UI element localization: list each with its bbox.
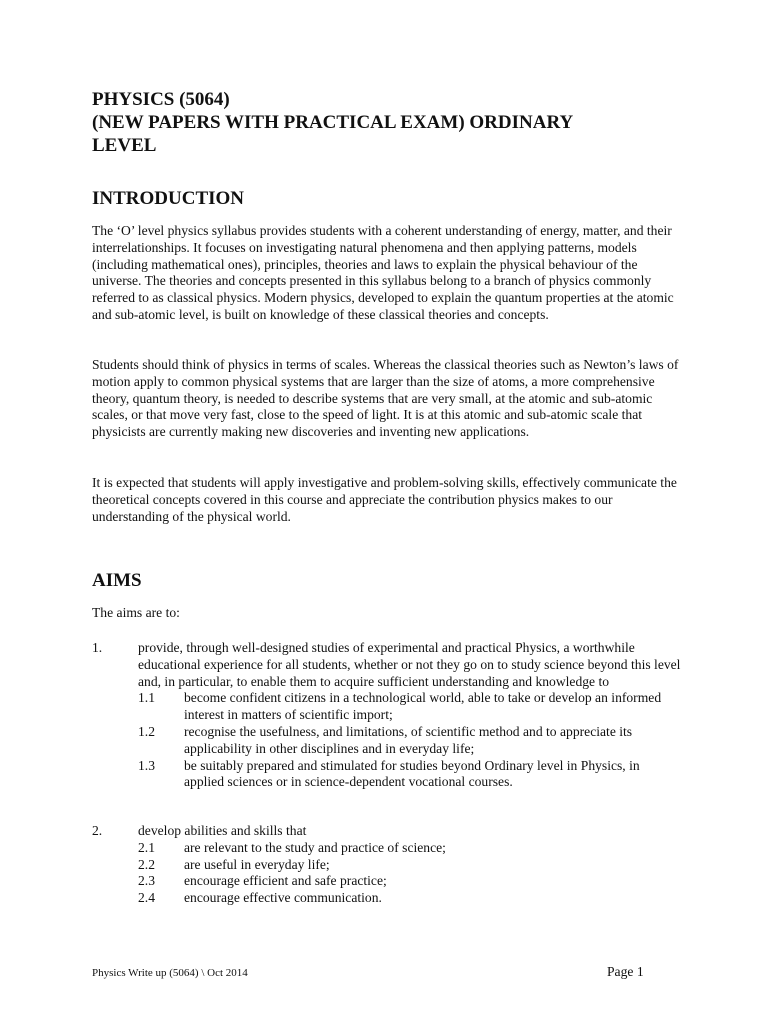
aims-intro: The aims are to: (92, 605, 180, 620)
aims-subitem-number: 1.3 (138, 757, 155, 773)
aims-item-number: 2. (92, 823, 103, 838)
aims-subitem-number: 2.3 (138, 873, 155, 889)
footer-page-number: Page 1 (607, 964, 644, 979)
footer-document-label: Physics Write up (5064) \ Oct 2014 (92, 967, 248, 979)
aims-subitem (138, 857, 683, 874)
aims-subitem-text: encourage efficient and safe practice; (184, 873, 387, 889)
aims-subitem-number: 1.2 (138, 723, 155, 739)
intro-paragraph-2: Students should think of physics in terms of scales. Whereas the classical theories such as Newton’s laws of motion apply to common physical systems that are larger than the size of atoms, a more comprehensive theory, quantum theory, is needed to describe systems that are very small, at the atomic and sub-atomic scales, or that move very fast, close to the speed of light. It is at this atomic and sub-atomic scale that physicists are currently making new discoveries and inventing new applications. (92, 357, 679, 440)
title-line-3: LEVEL (92, 135, 157, 156)
introduction-heading: INTRODUCTION (92, 188, 245, 209)
aims-subitem (138, 690, 683, 724)
aims-subitem (138, 890, 683, 907)
aims-subitem (138, 758, 683, 792)
aims-heading: AIMS (92, 570, 142, 591)
aims-subitem-text: are useful in everyday life; (184, 856, 330, 872)
aims-subitem (138, 873, 683, 890)
aims-item-text: develop abilities and skills that (138, 823, 307, 838)
aims-subitem-text: recognise the usefulness, and limitations, of scientific method and to appreciate its applicability in other disciplines and in everyday life; (184, 723, 633, 756)
aims-item-text: provide, through well-designed studies of experimental and practical Physics, a worthwhile educational experience for all students, whether or not they go on to study science beyond this level and, in particular, to enable them to acquire sufficient understanding and knowledge to (138, 640, 681, 689)
document-title (92, 88, 692, 157)
aims-subitem-number: 2.4 (138, 890, 155, 906)
aims-item-1 (92, 640, 692, 791)
aims-subitem (138, 724, 683, 758)
aims-subitem-text: become confident citizens in a technological world, able to take or develop an informed interest in matters of scientific import; (184, 690, 662, 723)
aims-subitem-text: encourage effective communication. (184, 890, 382, 906)
aims-subitem-number: 1.1 (138, 690, 155, 706)
aims-subitem-number: 2.1 (138, 839, 155, 855)
aims-item-2 (92, 823, 692, 907)
aims-subitem-text: are relevant to the study and practice of science; (184, 839, 446, 855)
aims-subitem-text: be suitably prepared and stimulated for studies beyond Ordinary level in Physics, in applied sciences or in science-dependent vocational courses. (184, 757, 640, 790)
aims-subitem (138, 840, 683, 857)
intro-paragraph-1: The ‘O’ level physics syllabus provides students with a coherent understanding of energy, matter, and their interrelationships. It focuses on investigating natural phenomena and then applying patterns, models (including mathematical ones), principles, theories and laws to explain the physical behaviour of the universe. The theories and concepts presented in this syllabus belong to a branch of physics commonly referred to as classical physics. Modern physics, developed to explain the quantum properties at the atomic and sub-atomic level, is built on knowledge of these classical theories and concepts. (92, 223, 674, 322)
aims-item-number: 1. (92, 640, 103, 655)
title-line-1: PHYSICS (5064) (92, 89, 230, 110)
intro-paragraph-3: It is expected that students will apply investigative and problem-solving skills, effectively communicate the theoretical concepts covered in this course and appreciate the contribution physics makes to our understanding of the physical world. (92, 475, 677, 524)
title-line-2: (NEW PAPERS WITH PRACTICAL EXAM) ORDINARY (92, 112, 574, 133)
aims-subitem-number: 2.2 (138, 856, 155, 872)
